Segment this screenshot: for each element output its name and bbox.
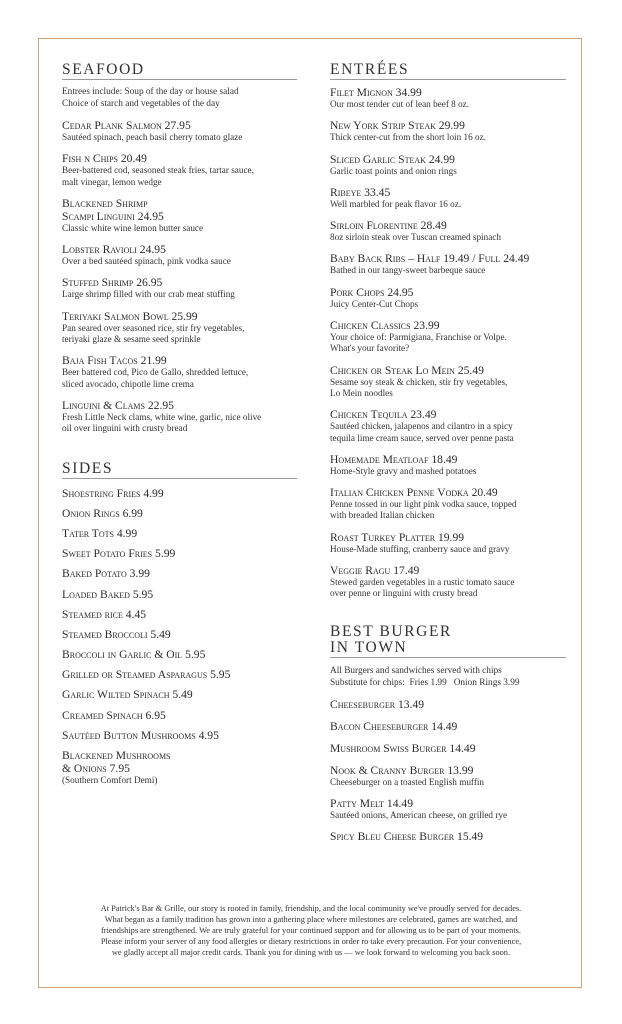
menu-item [330, 453, 566, 477]
item-desc: Home-Style gravy and mashed potatoes [330, 465, 477, 476]
item-name: Cedar Plank Salmon 27.95 [62, 119, 191, 132]
item-name: Blackened Mushrooms [62, 749, 171, 762]
item-name: Sweet Potato Fries 5.99 [62, 547, 176, 561]
item-name: Cheeseburger 13.49 [330, 697, 425, 711]
menu-item [62, 688, 297, 701]
item-name: Bacon Cheeseburger 14.49 [330, 719, 458, 733]
item-name: Grilled or Steamed Asparagus 5.95 [62, 668, 231, 682]
item-desc: Over a bed sautéed spinach, pink vodka sauce [62, 256, 231, 267]
menu-item [330, 186, 566, 210]
menu-item [62, 399, 297, 435]
menu-item [330, 364, 566, 400]
item-desc: Well marbled for peak flavor 16 oz. [330, 198, 462, 209]
item-name: Baby Back Ribs – Half 19.49 / Full 24.49 [330, 252, 530, 266]
item-name: Blackened Shrimp [62, 196, 148, 210]
seafood-intro-line: Choice of starch and vegetables of the day [62, 99, 220, 109]
menu-item [62, 354, 297, 390]
item-name: Onion Rings 6.99 [62, 506, 143, 520]
menu-item [62, 749, 297, 786]
item-desc: Beer-battered cod, seasoned steak fries, tartar sauce, [62, 165, 254, 176]
menu-item [62, 588, 297, 601]
item-desc: (Southern Comfort Demi) [62, 775, 158, 785]
menu-item [62, 310, 297, 346]
item-name: Roast Turkey Platter 19.99 [330, 530, 465, 544]
item-name: Chicken Classics 23.99 [330, 319, 440, 333]
item-desc: Juicy Center-Cut Chops [330, 298, 419, 309]
menu-item [62, 608, 297, 621]
menu-item [330, 286, 566, 310]
item-name: Mushroom Swiss Burger 14.49 [330, 741, 476, 755]
item-name: Filet Mignon 34.99 [330, 86, 422, 99]
item-name: Shoestring Fries 4.99 [62, 486, 164, 500]
seafood-section [62, 62, 297, 435]
menu-item [62, 567, 297, 580]
burgers-intro [330, 665, 566, 689]
menu-item [62, 276, 297, 300]
menu-item [330, 86, 566, 110]
burgers-intro-line: Substitute for chips: Fries 1.99 Onion Rings 3.99 [330, 677, 520, 688]
menu-item [62, 648, 297, 661]
item-desc: Fresh Little Neck clams, white wine, garlic, nice olive [62, 411, 262, 422]
item-name: Lobster Ravioli 24.95 [62, 243, 166, 257]
item-name: Steamed rice 4.45 [62, 607, 147, 621]
item-desc: Stewed garden vegetables in a rustic tomato sauce [330, 577, 515, 588]
item-name: Veggie Ragu 17.49 [330, 564, 420, 578]
footer-line: What began as a family tradition has grown into a gathering place where milestones are celebrated, games are watched, and [104, 915, 518, 924]
item-desc: Penne tossed in our light pink vodka sauce, topped [330, 499, 517, 510]
menu-item [330, 564, 566, 600]
menu-item [62, 243, 297, 267]
menu-item [62, 152, 297, 188]
item-desc: Garlic toast points and onion rings [330, 165, 457, 176]
item-name: Spicy Bleu Cheese Burger 15.49 [330, 830, 484, 844]
menu-item [330, 830, 566, 843]
burgers-title-line: BEST BURGER [330, 622, 452, 640]
item-desc: Beer battered cod, Pico de Gallo, shredded lettuce, [62, 367, 249, 378]
footer-line: Please inform your server of any food allergies or dietary restrictions in order ro take every precaution. For your convenience, [100, 937, 522, 946]
item-name: Linguini & Clams 22.95 [62, 398, 174, 412]
item-desc: sliced avocado, chipotle lime crema [62, 378, 194, 389]
menu-item [330, 797, 566, 821]
seafood-title: SEAFOOD [62, 62, 297, 80]
item-name: Garlic Wilted Spinach 5.49 [62, 688, 193, 702]
item-name: Baja Fish Tacos 21.99 [62, 354, 167, 368]
menu-item [62, 729, 297, 742]
item-desc: Your choice of: Parmigiana, Franchise or Volpe. [330, 332, 507, 343]
footer-line: At Patrick's Bar & Grille, our story is rooted in family, friendship, and the local community we've proudly served for decades. [100, 904, 522, 913]
item-desc: Classic white wine lemon butter sauce [62, 222, 204, 233]
item-name: Fish n Chips 20.49 [62, 152, 147, 166]
menu-item [62, 628, 297, 641]
right-column [330, 62, 566, 852]
menu-item [330, 531, 566, 555]
entrees-section [330, 62, 566, 600]
item-name: Patty Melt 14.49 [330, 796, 414, 810]
item-desc: Large shrimp filled with our crab meat stuffing [62, 289, 235, 300]
item-desc: Thick center-cut from the short loin 16 oz. [330, 132, 486, 143]
footer-line: we gladly accept all major credit cards. Thank you for dining with us — we look forward to welcoming you back soon. [111, 948, 511, 957]
seafood-intro-line: Entrees include: Soup of the day or house salad [62, 87, 239, 97]
item-name: Sirloin Florentine 28.49 [330, 219, 447, 233]
item-desc: Cheeseburger on a toasted English muffin [330, 776, 485, 787]
menu-item [330, 742, 566, 755]
item-name: Baked Potato 3.99 [62, 567, 150, 581]
item-desc: Sautéed chicken, jalapenos and cilantro in a spicy [330, 421, 513, 432]
item-name: Ribeye 33.45 [330, 185, 391, 199]
menu-item [62, 527, 297, 540]
item-name: Tater Tots 4.99 [62, 526, 138, 540]
menu-item [330, 720, 566, 733]
footer-line: friendships are strengthened. We are truly grateful for your continued support and for allowing us to be part of your moments. [101, 926, 521, 935]
item-desc: tequila lime cream sauce, served over penne pasta [330, 432, 514, 443]
item-desc: Sautéed onions, American cheese, on grilled rye [330, 809, 508, 820]
item-name: Homemade Meatloaf 18.49 [330, 452, 458, 466]
entrees-title: ENTRÉES [330, 62, 566, 80]
menu-item [330, 153, 566, 177]
item-desc: 8oz sirloin steak over Tuscan creamed spinach [330, 232, 501, 243]
item-desc: Sautéed spinach, peach basil cherry tomato glaze [62, 132, 243, 142]
menu-item [62, 709, 297, 722]
item-name: Chicken Tequila 23.49 [330, 408, 437, 422]
burgers-title [330, 624, 566, 658]
burgers-title-line: IN TOWN [330, 638, 408, 656]
item-name: Teriyaki Salmon Bowl 25.99 [62, 309, 198, 323]
item-name: Loaded Baked 5.95 [62, 587, 154, 601]
item-name: Sautéed Button Mushrooms 4.95 [62, 728, 219, 742]
menu-item [62, 119, 297, 143]
item-desc: over penne or linguini with crusty bread [330, 588, 478, 599]
item-desc: Sesame soy steak & chicken, stir fry vegetables, [330, 376, 508, 387]
menu-item [62, 197, 297, 234]
item-desc: Pan seared over seasoned rice, stir fry vegetables, [62, 322, 245, 333]
item-desc: with breaded Italian chicken [330, 510, 435, 521]
menu-item [62, 487, 297, 500]
menu-item [330, 252, 566, 276]
burgers-section [330, 624, 566, 844]
menu-item [62, 507, 297, 520]
item-desc: Our most tender cut of lean beef 8 oz. [330, 99, 470, 109]
left-column [62, 62, 297, 793]
sides-title: SIDES [62, 461, 297, 479]
menu-item [330, 119, 566, 143]
item-desc: What's your favorite? [330, 343, 410, 354]
item-desc: Lo Mein noodles [330, 387, 393, 398]
item-name: Pork Chops 24.95 [330, 285, 414, 299]
menu-item [62, 668, 297, 681]
menu-item [330, 408, 566, 444]
seafood-intro [62, 86, 297, 110]
item-name: Sliced Garlic Steak 24.99 [330, 152, 455, 166]
item-name: Creamed Spinach 6.95 [62, 708, 166, 722]
menu-item [330, 219, 566, 243]
item-name: Scampi Linguini 24.95 [62, 209, 164, 223]
burgers-intro-line: All Burgers and sandwiches served with chips [330, 665, 502, 676]
menu-item [330, 486, 566, 522]
item-name: Steamed Broccoli 5.49 [62, 627, 171, 641]
item-name: Italian Chicken Penne Vodka 20.49 [330, 486, 498, 500]
item-desc: House-Made stuffing, cranberry sauce and gravy [330, 543, 510, 554]
menu-item [62, 547, 297, 560]
menu-item [330, 698, 566, 711]
item-name: Broccoli in Garlic & Oil 5.95 [62, 648, 206, 662]
sides-section [62, 461, 297, 787]
item-desc: teriyaki glaze & sesame seed sprinkle [62, 334, 201, 345]
item-desc: oil over linguini with crusty bread [62, 423, 188, 434]
footer-note [62, 903, 560, 958]
menu-item [330, 764, 566, 788]
item-name: Stuffed Shrimp 26.95 [62, 276, 163, 290]
item-name: New York Strip Steak 29.99 [330, 119, 465, 133]
menu-item [330, 319, 566, 355]
item-name: Chicken or Steak Lo Mein 25.49 [330, 363, 484, 377]
item-desc: Bathed in our tangy-sweet barbeque sauce [330, 265, 486, 276]
item-name: Nook & Cranny Burger 13.99 [330, 763, 474, 777]
item-desc: malt vinegar, lemon wedge [62, 176, 162, 187]
item-name: & Onions 7.95 [62, 762, 130, 775]
